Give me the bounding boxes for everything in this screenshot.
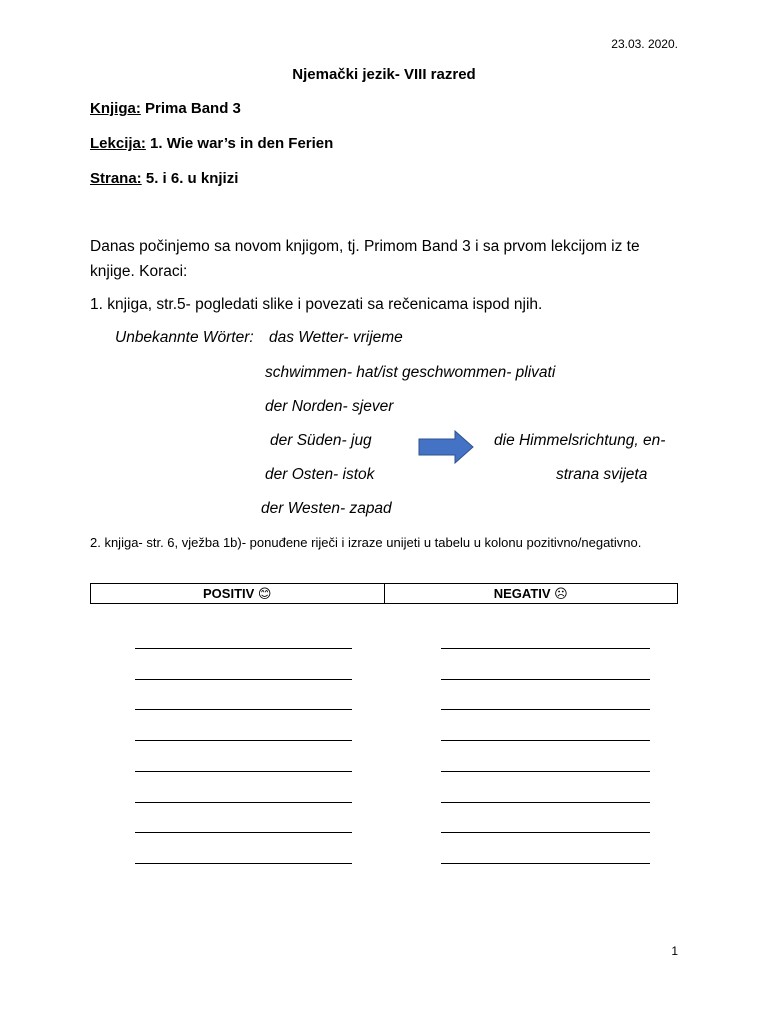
pages-label: Strana:: [90, 170, 142, 187]
positive-answer-line: [135, 863, 352, 864]
negative-answer-line: [441, 679, 650, 680]
vocab-item: der Westen- zapad: [261, 500, 392, 517]
positive-negative-table: [90, 583, 678, 604]
positive-answer-line: [135, 832, 352, 833]
positive-answer-line: [135, 709, 352, 710]
negative-answer-line: [441, 802, 650, 803]
step-1-instruction: 1. knjiga, str.5- pogledati slike i povezati sa rečenicama ispod njih.: [90, 296, 543, 313]
pages-line: [90, 170, 238, 187]
step-2-instruction: 2. knjiga- str. 6, vježba 1b)- ponuđene riječi i izraze unijeti u tabelu u kolonu pozitivno/negativno.: [90, 535, 642, 550]
vocab-item: der Norden- sjever: [265, 398, 394, 415]
date: 23.03. 2020.: [611, 37, 678, 51]
negative-answer-line: [441, 863, 650, 864]
book-line: [90, 100, 241, 117]
negative-column-header: NEGATIV ☹: [384, 584, 678, 604]
lesson-line: [90, 135, 333, 152]
page-title: Njemački jezik- VIII razred: [292, 66, 476, 83]
negative-answer-line: [441, 771, 650, 772]
positive-answer-line: [135, 679, 352, 680]
intro-paragraph: Danas počinjemo sa novom knjigom, tj. Primom Band 3 i sa prvom lekcijom iz te knjige. Koraci:: [90, 238, 640, 280]
book-label: Knjiga:: [90, 100, 141, 117]
vocab-item: das Wetter- vrijeme: [269, 329, 403, 346]
vocab-item: der Osten- istok: [265, 466, 375, 483]
negative-answer-line: [441, 648, 650, 649]
vocab-item: schwimmen- hat/ist geschwommen- plivati: [265, 364, 556, 381]
page-number: 1: [671, 944, 678, 958]
vocab-heading: Unbekannte Wörter:: [115, 329, 254, 346]
vocab-note-line-2: strana svijeta: [556, 466, 648, 483]
pages-value: 5. i 6. u knjizi: [141, 170, 239, 187]
vocab-item: der Süden- jug: [270, 432, 372, 449]
vocab-note-line-1: die Himmelsrichtung, en-: [494, 432, 666, 449]
right-arrow-icon: [418, 430, 474, 464]
negative-answer-line: [441, 709, 650, 710]
positive-answer-line: [135, 648, 352, 649]
negative-answer-line: [441, 740, 650, 741]
positive-column-header: POSITIV 😊: [91, 584, 385, 604]
lesson-label: Lekcija:: [90, 135, 146, 152]
lesson-value: 1. Wie war’s in den Ferien: [145, 135, 334, 152]
positive-answer-line: [135, 802, 352, 803]
negative-answer-line: [441, 832, 650, 833]
positive-answer-line: [135, 740, 352, 741]
positive-answer-line: [135, 771, 352, 772]
book-value: Prima Band 3: [140, 100, 241, 117]
